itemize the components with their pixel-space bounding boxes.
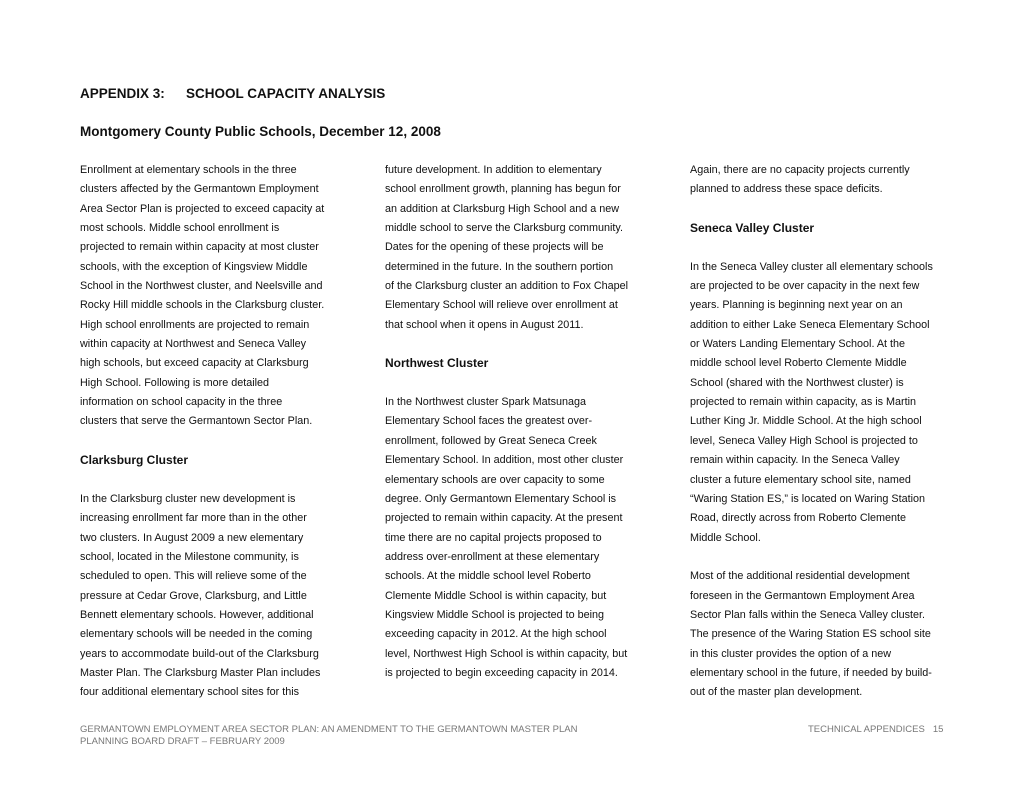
text-line: determined in the future. In the southern portion [385,260,614,273]
text-line: level, Seneca Valley High School is projected to [690,434,918,447]
paragraph [80,490,370,703]
text-line: Elementary School will relieve over enrollment at [385,299,618,312]
text-line: Master Plan. The Clarksburg Master Plan includes [80,666,321,679]
text-line: In the Clarksburg cluster new development is [80,492,296,505]
section-heading-northwest: Northwest Cluster [385,356,489,371]
text-line: out of the master plan development. [690,686,863,699]
text-line: school enrollment growth, planning has begun for [385,183,621,196]
text-line: years to accommodate build-out of the Clarksburg [80,647,319,660]
text-line: Again, there are no capacity projects currently [690,164,910,176]
text-line: address over-enrollment at these elementary [385,550,600,563]
text-line: that school when it opens in August 2011. [385,318,584,331]
text-line: is projected to begin exceeding capacity in 2014. [385,666,618,679]
spacer [385,335,675,354]
text-line: In the Northwest cluster Spark Matsunaga [385,396,587,409]
text-line: or Waters Landing Elementary School. At the [690,338,906,351]
text-line: planned to address these space deficits. [690,183,883,196]
text-line: Middle School. [690,531,761,544]
footer-left [80,724,577,748]
text-line: projected to remain within capacity at most cluster [80,241,319,254]
spacer [690,200,980,219]
paragraph [80,161,370,432]
text-line: High School. Following is more detailed [80,376,270,389]
text-line: are projected to be over capacity in the next few [690,280,920,293]
text-line: clusters affected by the Germantown Employment [80,183,319,196]
text-line: two clusters. In August 2009 a new elementary [80,531,304,544]
text-line: enrollment, followed by Great Seneca Creek [385,434,597,447]
text-line: The presence of the Waring Station ES school site [690,628,931,641]
page-number: 15 [932,724,944,735]
text-line: elementary schools will be needed in the coming [80,628,313,641]
text-line: “Waring Station ES,” is located on Waring Station [690,492,926,505]
text-line: exceeding capacity in 2012. At the high school [385,628,607,641]
text-line: increasing enrollment far more than in the other [80,512,307,525]
text-line: Kingsview Middle School is projected to being [385,608,605,621]
page-subtitle: Montgomery County Public Schools, December 12, 2008 [80,124,441,139]
text-line: elementary schools are over capacity to some [385,473,605,486]
footer-section: TECHNICAL APPENDICES [808,724,925,735]
text-column-3 [690,161,980,703]
spacer [690,238,980,257]
appendix-title-text: SCHOOL CAPACITY ANALYSIS [186,86,386,101]
spacer [80,471,370,490]
text-line: In the Seneca Valley cluster all elementary schools [690,260,933,273]
text-line: clusters that serve the Germantown Sector Plan. [80,415,313,428]
text-line: High school enrollments are projected to remain [80,318,310,331]
section-heading-clarksburg: Clarksburg Cluster [80,453,189,468]
paragraph [690,258,980,548]
text-line: school, located in the Milestone community, is [80,550,299,563]
text-line: four additional elementary school sites for this [80,686,300,699]
text-line: projected to remain within capacity, as is Martin [690,396,917,409]
text-line: Enrollment at elementary schools in the three [80,164,297,176]
text-line: high schools, but exceed capacity at Clarksburg [80,357,309,370]
paragraph [690,161,980,200]
spacer [385,374,675,393]
spacer [80,432,370,451]
text-column-2 [385,161,675,683]
text-column-1 [80,161,370,703]
text-line: of the Clarksburg cluster an addition to Fox Chapel [385,280,629,293]
text-line: remain within capacity. In the Seneca Valley [690,454,900,467]
text-line: addition to either Lake Seneca Elementary School [690,318,930,331]
text-line: foreseen in the Germantown Employment Area [690,589,915,602]
text-line: pressure at Cedar Grove, Clarksburg, and Little [80,589,307,602]
text-line: Elementary School faces the greatest over- [385,415,593,428]
text-line: future development. In addition to elementary [385,164,602,176]
text-line: Most of the additional residential development [690,570,910,583]
footer-plan-title: GERMANTOWN EMPLOYMENT AREA SECTOR PLAN: AN AMENDMENT TO THE GERMANTOWN MASTER PLAN [80,724,578,735]
appendix-number: APPENDIX 3: [80,86,165,101]
text-line: Clemente Middle School is within capacity, but [385,589,607,602]
text-line: elementary school in the future, if needed by build- [690,666,932,679]
section-heading-seneca-valley: Seneca Valley Cluster [690,221,815,236]
footer-right [808,724,943,736]
footer-draft-date: PLANNING BOARD DRAFT – FEBRUARY 2009 [80,736,285,747]
spacer [690,548,980,567]
text-line: middle school level Roberto Clemente Middle [690,357,907,370]
text-line: schools. At the middle school level Roberto [385,570,591,583]
text-line: information on school capacity in the three [80,396,283,409]
text-line: time there are no capital projects proposed to [385,531,602,544]
text-line: level, Northwest High School is within capacity, but [385,647,628,660]
text-line: scheduled to open. This will relieve some of the [80,570,307,583]
paragraph [385,393,675,683]
text-line: within capacity at Northwest and Seneca Valley [80,338,307,351]
appendix-title [80,86,385,101]
text-line: School in the Northwest cluster, and Neelsville and [80,280,323,293]
paragraph [385,161,675,335]
text-line: Sector Plan falls within the Seneca Valley cluster. [690,608,926,621]
text-line: Elementary School. In addition, most other cluster [385,454,624,467]
text-line: Dates for the opening of these projects will be [385,241,604,254]
paragraph [690,567,980,702]
text-line: most schools. Middle school enrollment is [80,222,280,235]
text-line: cluster a future elementary school site, named [690,473,911,486]
text-line: an addition at Clarksburg High School and a new [385,202,620,215]
text-line: School (shared with the Northwest cluster) is [690,376,904,389]
text-line: schools, with the exception of Kingsview Middle [80,260,308,273]
text-line: Bennett elementary schools. However, additional [80,608,314,621]
text-line: in this cluster provides the option of a new [690,647,892,660]
text-line: Area Sector Plan is projected to exceed capacity at [80,202,325,215]
text-line: middle school to serve the Clarksburg community. [385,222,624,235]
text-line: Rocky Hill middle schools in the Clarksburg cluster. [80,299,325,312]
text-line: years. Planning is beginning next year on an [690,299,903,312]
text-line: Road, directly across from Roberto Clemente [690,512,907,525]
text-line: degree. Only Germantown Elementary School is [385,492,617,505]
text-line: Luther King Jr. Middle School. At the high school [690,415,922,428]
text-line: projected to remain within capacity. At the present [385,512,623,525]
